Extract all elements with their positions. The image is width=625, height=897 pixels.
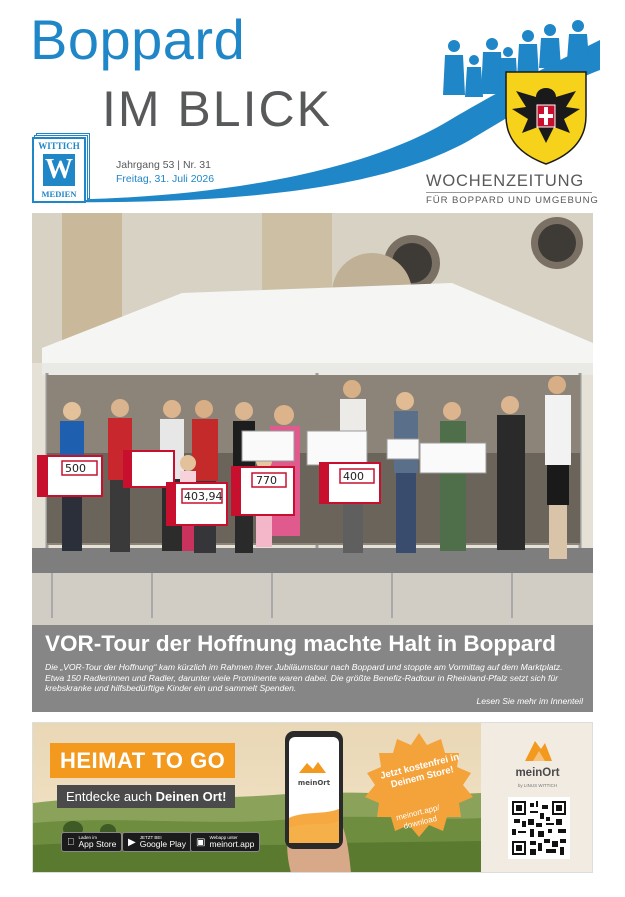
store-small-2: JETZT BEI — [139, 834, 162, 840]
badge-link[interactable]: meinort.app/ download — [395, 802, 441, 831]
meinort-advertisement[interactable] — [32, 722, 593, 873]
read-more-note: Lesen Sie mehr im Innenteil — [476, 696, 583, 706]
issue-date: Freitag, 31. Juli 2026 — [116, 173, 215, 185]
badge-text: Jetzt kostenfrei in Deinem Store! — [379, 751, 461, 791]
ad-subline-prefix: Entdecke auch — [66, 789, 156, 804]
cover-headline: VOR-Tour der Hoffnung machte Halt in Boppard — [45, 631, 556, 656]
masthead-subtitle: IM BLICK — [102, 81, 332, 137]
web-icon: ▣ — [196, 836, 206, 848]
cheque-amount-2: 770 — [256, 474, 277, 487]
logo-bottom-text: MEDIEN — [41, 189, 77, 199]
phone-app-name: meinOrt — [297, 779, 331, 787]
brand-name: meinOrt — [515, 767, 560, 779]
apple-icon — [67, 837, 75, 848]
google-play-button[interactable] — [122, 832, 192, 852]
google-play-icon: ▶ — [128, 836, 136, 848]
meinort-brand-panel — [481, 723, 593, 873]
store-small-3: Webapp unter — [209, 834, 238, 840]
cheque-amount-1: 500 — [65, 462, 86, 475]
logo-letter: W — [45, 154, 73, 185]
cheque-amount-4: 400 — [343, 470, 364, 483]
divider — [426, 192, 592, 193]
store-small-1: Laden im — [71, 834, 90, 840]
ad-subline — [57, 785, 235, 808]
meinort-logo-icon — [523, 735, 553, 763]
webapp-button[interactable] — [190, 832, 260, 852]
boppard-eagle-coat-of-arms-icon — [506, 72, 586, 164]
cheque-handover-group-photo — [32, 213, 593, 625]
qr-code-icon[interactable] — [508, 797, 570, 859]
ad-subline-bold: Deinen Ort! — [155, 789, 227, 804]
wittich-medien-logo — [32, 133, 90, 203]
store-big-1: App Store — [71, 839, 109, 849]
cover-story — [32, 625, 593, 712]
store-big-2: Google Play — [139, 839, 187, 849]
ad-headline: HEIMAT TO GO — [50, 743, 235, 778]
logo-top-text: WITTICH — [38, 141, 80, 151]
issue-number: Jahrgang 53 | Nr. 31 — [116, 159, 211, 171]
phone-icon — [285, 731, 343, 849]
paper-subtitle: FÜR BOPPARD UND UMGEBUNG — [426, 195, 599, 206]
masthead-title: Boppard — [30, 8, 246, 71]
app-store-button[interactable] — [61, 832, 122, 852]
paper-type: WOCHENZEITUNG — [426, 172, 584, 190]
masthead — [0, 0, 625, 210]
cover-photo — [32, 213, 593, 625]
brand-tag: by LINUS WITTICH — [517, 783, 558, 788]
cover-lead: Die „VOR-Tour der Hoffnung“ kam kürzlich im Rahmen ihrer Jubiläumstour nach Boppard und stoppte am Vormittag auf dem Marktplatz. Etwa 150 Radlerinnen und Radler, darunter viele Prominente waren dabei. Die größte Benefiz-Radtour in Rheinland-Pfalz setzt sich für krebskranke und hilfsbedürftige Kinder ein und sammelt Spenden. — [45, 662, 563, 694]
store-big-3: meinort.app — [209, 839, 255, 849]
cheque-amount-3: 403,94 — [184, 490, 223, 503]
